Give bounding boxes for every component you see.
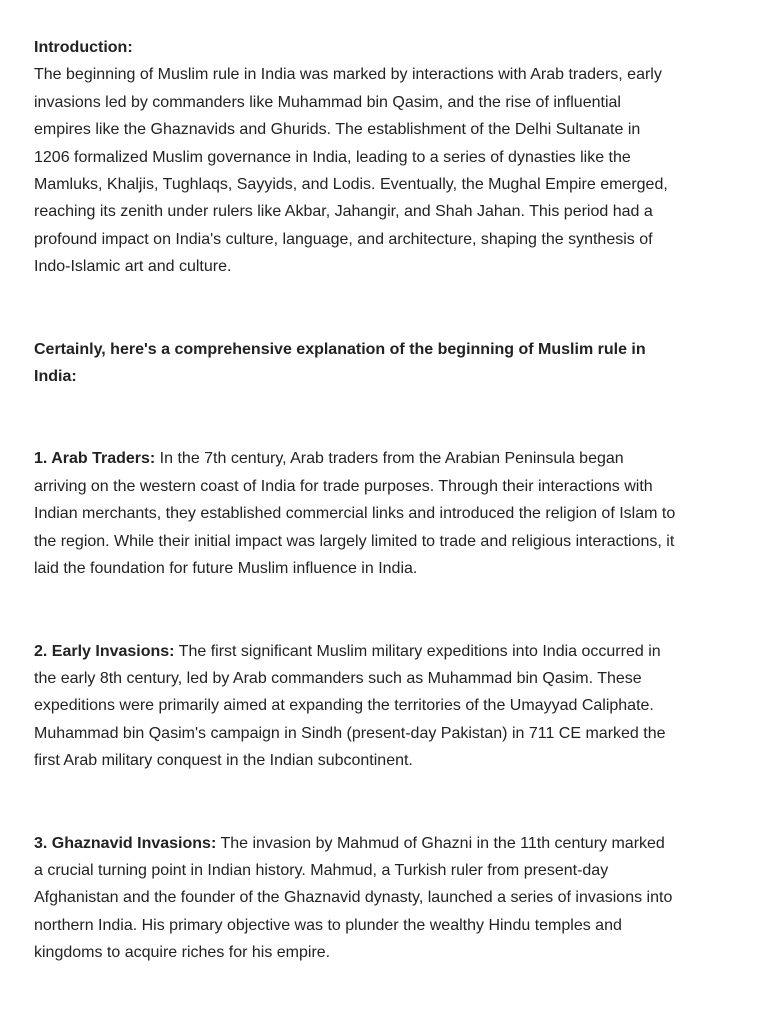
section-early-invasions xyxy=(34,638,678,775)
intro-paragraph: The beginning of Muslim rule in India was marked by interactions with Arab traders, early invasions led by commanders like Muhammad bin Qasim, and the rise of influential empires like the Ghaznavids and Ghurids. The establishment of the Delhi Sultanate in 1206 formalized Muslim governance in India, leading to a series of dynasties like the Mamluks, Khaljis, Tughlaqs, Sayyids, and Lodis. Eventually, the Mughal Empire emerged, reaching its zenith under rulers like Akbar, Jahangir, and Shah Jahan. This period had a profound impact on India's culture, language, and architecture, shaping the synthesis of Indo-Islamic art and culture. xyxy=(34,66,668,276)
section-text: The invasion by Mahmud of Ghazni in the 11th century marked a crucial turning point in Indian history. Mahmud, a Turkish ruler from present-day Afghanistan and the founder of the Ghaznavid dynasty, launched a series of invasions into northern India. His primary objective was to plunder the wealthy Hindu temples and kingdoms to acquire riches for his empire. xyxy=(34,834,673,962)
intro-heading: Introduction: xyxy=(34,39,133,56)
section-label: 3. Ghaznavid Invasions: xyxy=(34,834,217,852)
section-text: The first significant Muslim military expeditions into India occurred in the early 8th century, led by Arab commanders such as Muhammad bin Qasim. These expeditions were primarily aimed at expanding the territories of the Umayyad Caliphate. Muhammad bin Qasim's campaign in Sindh (present-day Pakistan) in 711 CE marked the first Arab military conquest in the Indian subcontinent. xyxy=(34,642,666,770)
section-ghaznavid-invasions xyxy=(34,830,678,967)
section-label: 2. Early Invasions: xyxy=(34,642,175,660)
section-arab-traders xyxy=(34,445,678,582)
section-text: In the 7th century, Arab traders from the Arabian Peninsula began arriving on the western coast of India for trade purposes. Through their interactions with Indian merchants, they established commercial links and introduced the religion of Islam to the region. While their initial impact was largely limited to trade and religious interactions, it laid the foundation for future Muslim influence in India. xyxy=(34,450,676,578)
section-label: 1. Arab Traders: xyxy=(34,450,156,468)
lead-heading: Certainly, here's a comprehensive explanation of the beginning of Muslim rule in India: xyxy=(34,340,646,386)
